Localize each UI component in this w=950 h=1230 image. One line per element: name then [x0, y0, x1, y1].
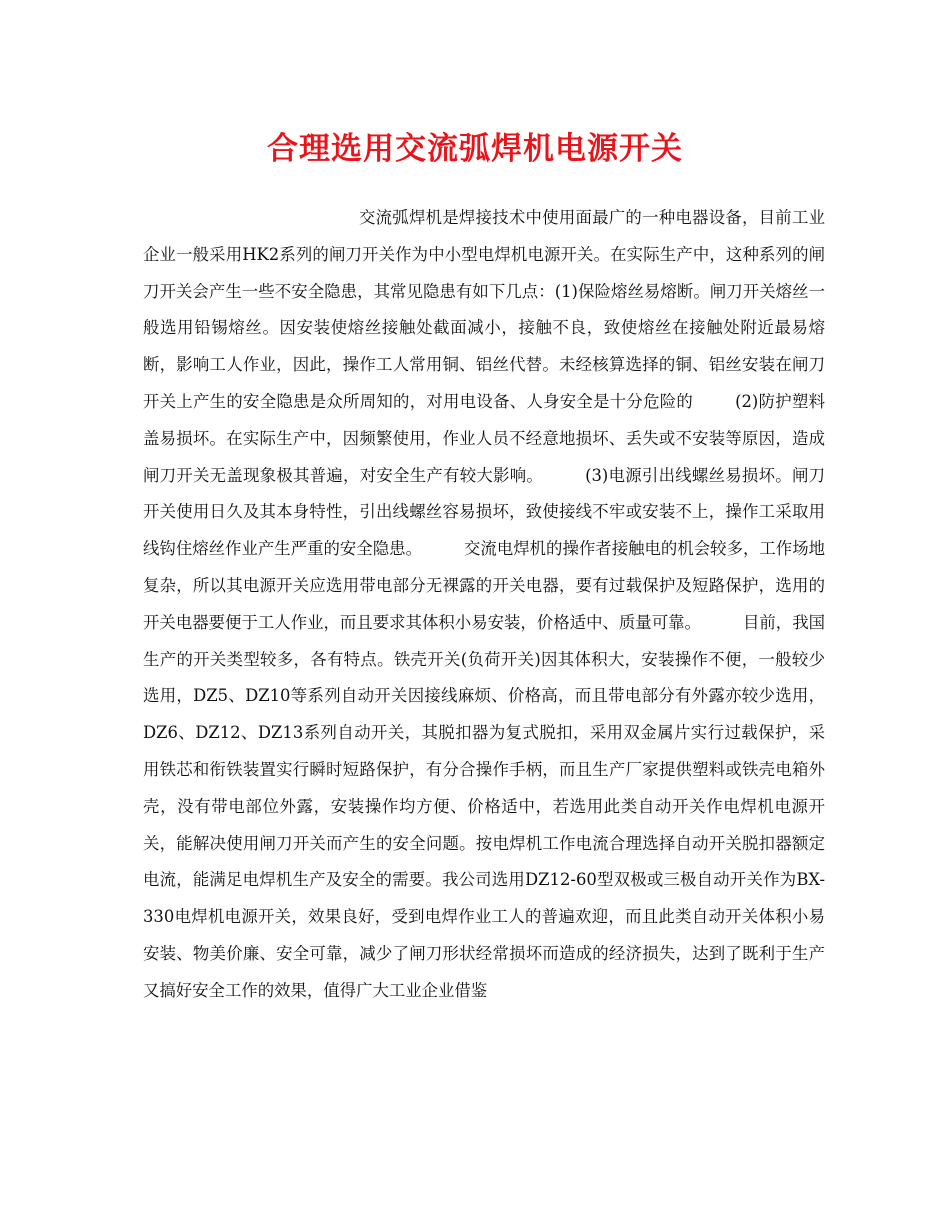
- paragraph-4: 交流电焊机的操作者接触电的机会较多，工作场地复杂，所以其电源开关应选用带电部分无裸露的开关电器，要有过载保护及短路保护，选用的开关电器要便于工人作业，而且要求其体积小易安装，价格适中、质量可靠。: [143, 539, 826, 632]
- paragraph-3: (3)电源引出线螺丝易损坏。闸刀开关使用日久及其本身特性，引出线螺丝容易损坏，致使接线不牢或安装不上，操作工采取用线钩住熔丝作业产生严重的安全隐患。: [143, 465, 826, 559]
- paragraph-2: (2)防护塑料盖易损坏。在实际生产中，因频繁使用，作业人员不经意地损坏、丢失或不安装等原因，造成闸刀开关无盖现象极其普遍，对安全生产有较大影响。: [143, 391, 826, 485]
- paragraph-5: 目前，我国生产的开关类型较多，各有特点。铁壳开关(负荷开关)因其体积大，安装操作不便，一般较少选用，DZ5、DZ10等系列自动开关因接线麻烦、价格高，而且带电部分有外露亦较少选用，DZ6、DZ12、DZ13系列自动开关，其脱扣器为复式脱扣，采用双金属片实行过载保护，采用铁芯和衔铁装置实行瞬时短路保护，有分合操作手柄，而且生产厂家提供塑料或铁壳电箱外壳，没有带电部位外露，安装操作均方便、价格适中，若选用此类自动开关作电焊机电源开关，能解决使用闸刀开关而产生的安全问题。按电焊机工作电流合理选择自动开关脱扣器额定电流，能满足电焊机生产及安全的需要。我公司选用DZ12-60型双极或三极自动开关作为BX-330电焊机电源开关，效果良好，受到电焊作业工人的普遍欢迎，而且此类自动开关体积小易安装、物美价廉、安全可靠，减少了闸刀形状经常损坏而造成的经济损失，达到了既利于生产又搞好安全工作的效果，值得广大工业企业借鉴: [143, 612, 826, 1000]
- paragraph-1: 交流弧焊机是焊接技术中使用面最广的一种电器设备，目前工业企业一般采用HK2系列的闸刀开关作为中小型电焊机电源开关。在实际生产中，这种系列的闸刀开关会产生一些不安全隐患，其常见隐患有如下几点：(1)保险熔丝易熔断。闸刀开关熔丝一般选用铅锡熔丝。因安装使熔丝接触处截面减小，接触不良，致使熔丝在接触处附近最易熔断，影响工人作业，因此，操作工人常用铜、铝丝代替。未经核算选择的铜、铝丝安装在闸刀开关上产生的安全隐患是众所周知的，对用电设备、人身安全是十分危险的: [143, 208, 825, 411]
- body-paragraph: [143, 200, 825, 1010]
- page-title: 合理选用交流弧焊机电源开关: [267, 131, 683, 167]
